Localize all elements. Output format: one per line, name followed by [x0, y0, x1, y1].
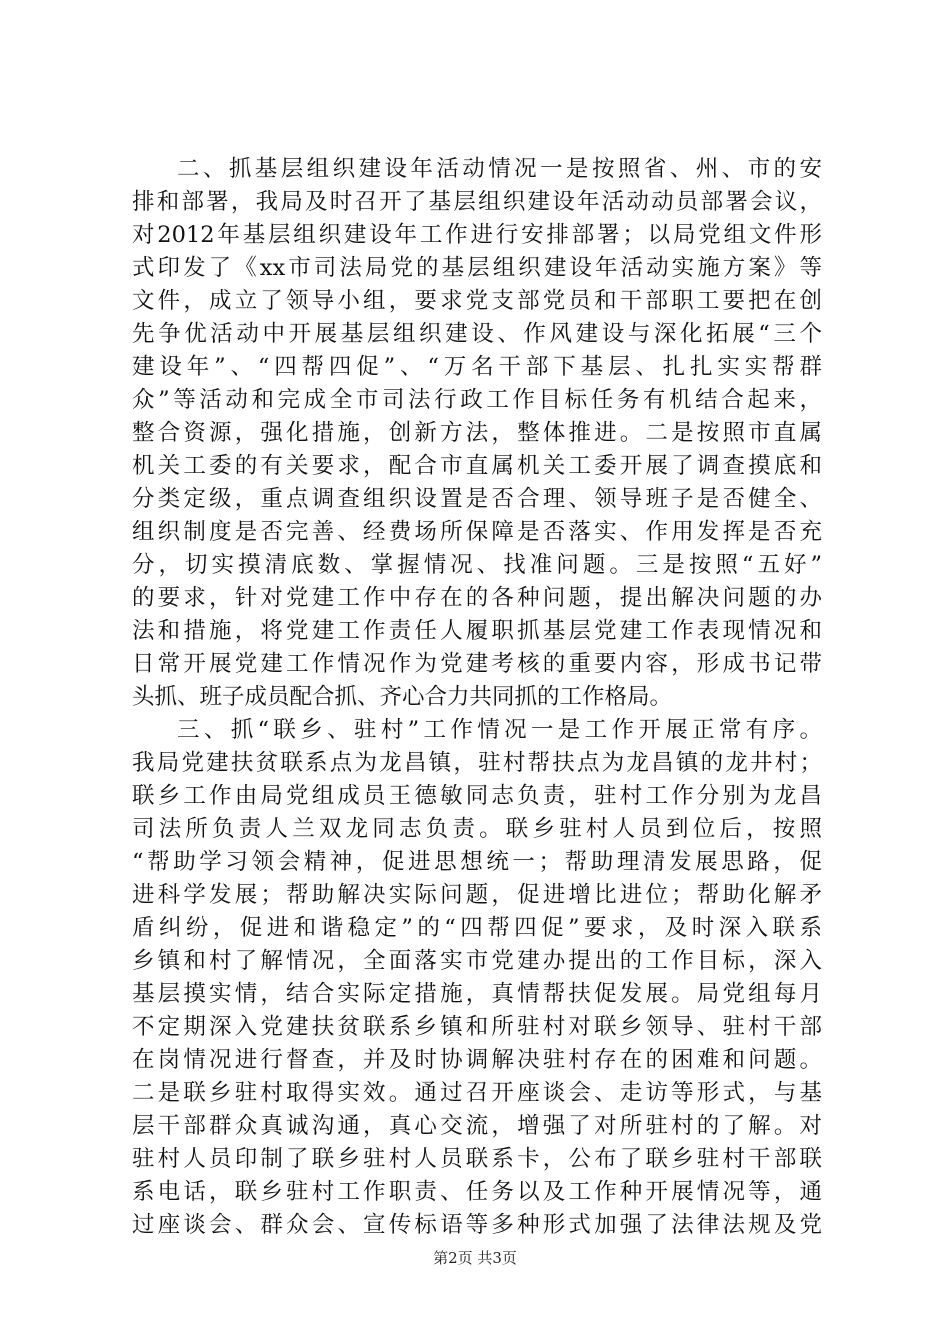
- text-line: 二、抓基层组织建设年活动情况一是按照省、州、市的安: [177, 156, 822, 182]
- text-line: 分，切实摸清底数、掌握情况、找准问题。三是按照“五好”: [132, 552, 822, 578]
- text-line: 进科学发展；帮助解决实际问题，促进增比进位；帮助化解矛: [132, 882, 822, 908]
- text-line: “帮助学习领会精神，促进思想统一；帮助理清发展思路，促: [132, 849, 822, 875]
- text-line: 的要求，针对党建工作中存在的各种问题，提出解决问题的办: [132, 585, 822, 611]
- text-line: 三、抓“联乡、驻村”工作情况一是工作开展正常有序。: [177, 717, 822, 743]
- text-line: 过座谈会、群众会、宣传标语等多种形式加强了法律法规及党: [132, 1212, 822, 1238]
- text-line: 机关工委的有关要求，配合市直属机关工委开展了调查摸底和: [132, 453, 822, 479]
- text-line: 盾纠纷，促进和谐稳定”的“四帮四促”要求，及时深入联系: [132, 915, 822, 941]
- text-line: 不定期深入党建扶贫联系乡镇和所驻村对联乡领导、驻村干部: [132, 1014, 822, 1040]
- text-line: 二是联乡驻村取得实效。通过召开座谈会、走访等形式，与基: [132, 1080, 822, 1106]
- text-line: 系电话，联乡驻村工作职责、任务以及工作种开展情况等，通: [132, 1179, 822, 1205]
- page-footer: 第2页 共3页: [433, 1249, 517, 1267]
- text-line: 驻村人员印制了联乡驻村人员联系卡，公布了联乡驻村干部联: [132, 1146, 822, 1172]
- text-line: 头抓、班子成员配合抓、齐心合力共同抓的工作格局。: [132, 684, 673, 710]
- text-line: 式印发了《xx市司法局党的基层组织建设年活动实施方案》等: [132, 255, 822, 281]
- text-line: 乡镇和村了解情况，全面落实市党建办提出的工作目标，深入: [132, 948, 822, 974]
- text-line: 日常开展党建工作情况作为党建考核的重要内容，形成书记带: [132, 651, 822, 677]
- text-line: 在岗情况进行督查，并及时协调解决驻村存在的困难和问题。: [132, 1047, 822, 1073]
- text-line: 先争优活动中开展基层组织建设、作风建设与深化拓展“三个: [132, 321, 822, 347]
- text-line: 联乡工作由局党组成员王德敏同志负责，驻村工作分别为龙昌: [132, 783, 822, 809]
- text-line: 文件，成立了领导小组，要求党支部党员和干部职工要把在创: [132, 288, 822, 314]
- text-line: 法和措施，将党建工作责任人履职抓基层党建工作表现情况和: [132, 618, 822, 644]
- text-line: 我局党建扶贫联系点为龙昌镇，驻村帮扶点为龙昌镇的龙井村；: [132, 750, 822, 776]
- text-line: 整合资源，强化措施，创新方法，整体推进。二是按照市直属: [132, 420, 822, 446]
- text-line: 众”等活动和完成全市司法行政工作目标任务有机结合起来，: [132, 387, 822, 413]
- text-line: 层干部群众真诚沟通，真心交流，增强了对所驻村的了解。对: [132, 1113, 822, 1139]
- text-line: 基层摸实情，结合实际定措施，真情帮扶促发展。局党组每月: [132, 981, 822, 1007]
- text-line: 组织制度是否完善、经费场所保障是否落实、作用发挥是否充: [132, 519, 822, 545]
- text-line: 分类定级，重点调查组织设置是否合理、领导班子是否健全、: [132, 486, 822, 512]
- body-text: [132, 153, 822, 1242]
- text-line: 对2012年基层组织建设年工作进行安排部署；以局党组文件形: [132, 222, 822, 248]
- text-line: 司法所负责人兰双龙同志负责。联乡驻村人员到位后，按照: [132, 816, 822, 842]
- text-line: 建设年”、“四帮四促”、“万名干部下基层、扎扎实实帮群: [132, 354, 822, 380]
- text-line: 排和部署，我局及时召开了基层组织建设年活动动员部署会议，: [132, 189, 822, 215]
